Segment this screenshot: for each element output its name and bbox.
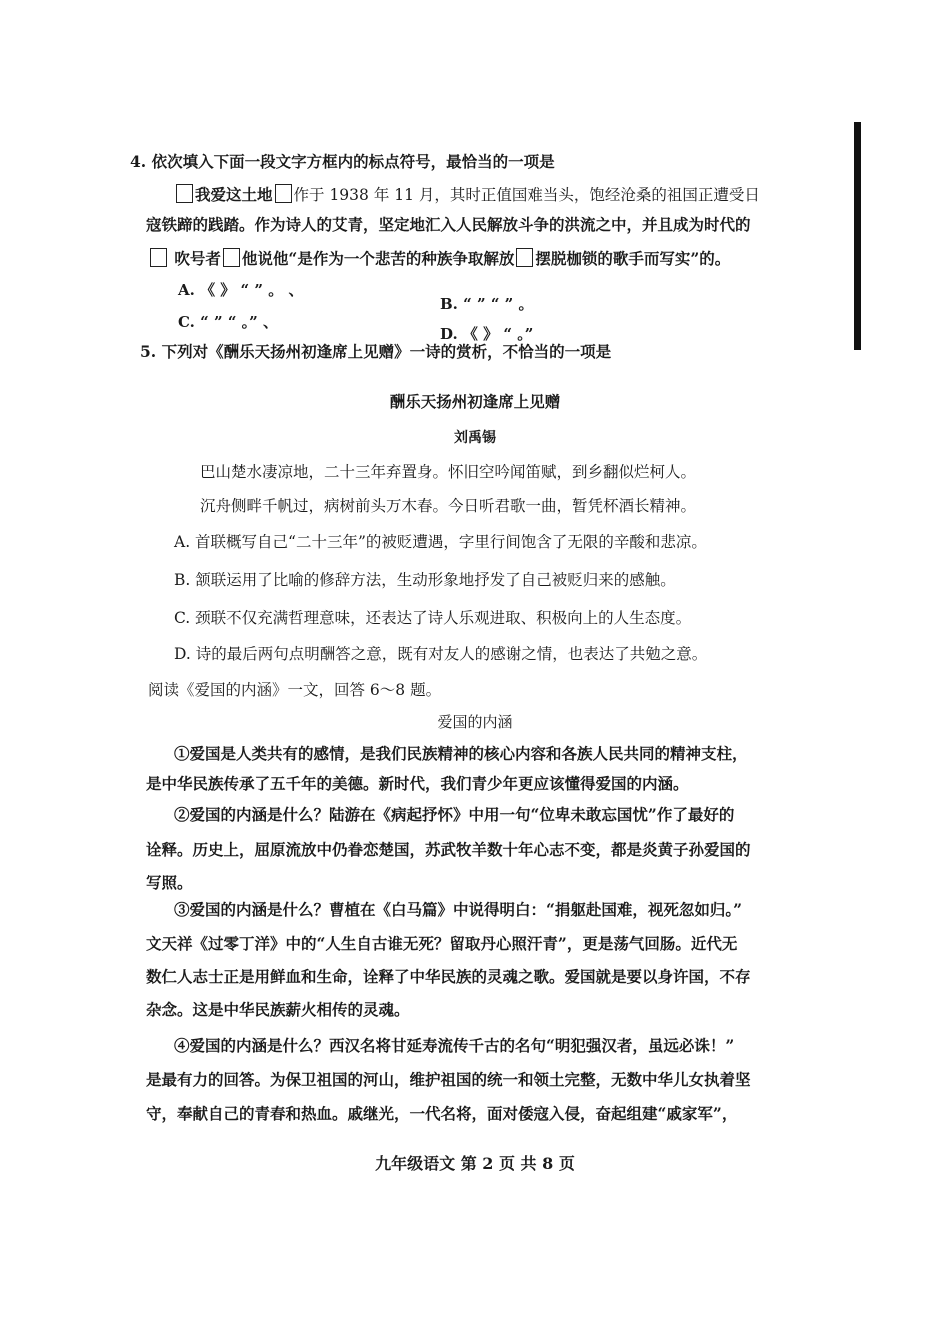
q4-line1 <box>174 184 760 205</box>
blank-box <box>275 184 292 203</box>
q4-option-c: C. “ ” “ 。” 、 <box>178 313 279 331</box>
q4-option-b: B. “ ” “ ” 。 <box>440 295 534 313</box>
q5-option-a: A. 首联概写自己“二十三年”的被贬遭遇，字里行间饱含了无限的辛酸和悲凉。 <box>174 533 707 551</box>
q4-stem-text: 依次填入下面一段文字方框内的标点符号，最恰当的一项是 <box>151 152 555 171</box>
p2-line2: 诠释。历史上，屈原流放中仍眷恋楚国，苏武牧羊数十年心志不变，都是炎黄子孙爱国的 <box>146 840 751 859</box>
poem-line-1: 巴山楚水凄凉地，二十三年弃置身。怀旧空吟闻笛赋，到乡翻似烂柯人。 <box>200 463 697 481</box>
p4-line1: ④爱国的内涵是什么？西汉名将甘延寿流传千古的名句“明犯强汉者，虽远必诛！” <box>174 1036 735 1055</box>
q4-number: 4. <box>130 152 147 171</box>
blank-box <box>516 248 533 267</box>
p3-line3: 数仁人志士正是用鲜血和生命，诠释了中华民族的灵魂之歌。爱国就是要以身许国，不存 <box>146 967 751 986</box>
blank-box <box>223 248 240 267</box>
p1-line2: 是中华民族传承了五千年的美德。新时代，我们青少年更应该懂得爱国的内涵。 <box>146 774 689 793</box>
q4-option-a: A. 《 》 “ ” 。 、 <box>178 281 304 299</box>
p4-line2: 是最有力的回答。为保卫祖国的河山，维护祖国的统一和领土完整，无数中华儿女执着坚 <box>146 1070 751 1089</box>
q5-stem-text: 下列对《酬乐天扬州初逢席上见赠》一诗的赏析，不恰当的一项是 <box>161 342 612 361</box>
passage-title: 爱国的内涵 <box>437 713 513 731</box>
q4-line1-b: 作于 1938 年 11 月，其时正值国难当头，饱经沧桑的祖国正遭受日 <box>293 186 760 204</box>
q5-number: 5. <box>140 342 157 361</box>
q4-line3-a: 吹号者 <box>174 249 221 268</box>
p3-line2: 文天祥《过零丁洋》中的“人生自古谁无死？留取丹心照汗青”，更是荡气回肠。近代无 <box>146 934 738 953</box>
p4-line3: 守，奉献自己的青春和热血。戚继光，一代名将，面对倭寇入侵，奋起组建“戚家军”， <box>146 1104 738 1123</box>
q4-option-d: D. 《 》 “ 。” <box>440 325 534 343</box>
p2-line1: ②爱国的内涵是什么？陆游在《病起抒怀》中用一句“位卑未敢忘国忧”作了最好的 <box>174 805 735 824</box>
page-footer: 九年级语文 第 2 页 共 8 页 <box>375 1154 575 1173</box>
p3-line4: 杂念。这是中华民族薪火相传的灵魂。 <box>146 1000 410 1019</box>
q4-line3-c: 摆脱枷锁的歌手而写实”的。 <box>535 249 731 268</box>
q4-line1-a: 我爱这土地 <box>195 185 273 204</box>
reading-intro: 阅读《爱国的内涵》一文，回答 6～8 题。 <box>148 681 442 699</box>
q5-option-c: C. 颈联不仅充满哲理意味，还表达了诗人乐观进取、积极向上的人生态度。 <box>174 609 692 627</box>
q5-option-b: B. 颔联运用了比喻的修辞方法，生动形象地抒发了自己被贬归来的感触。 <box>174 571 676 589</box>
q4-stem <box>130 152 555 172</box>
poem-title: 酬乐天扬州初逢席上见赠 <box>389 392 561 411</box>
q4-line3 <box>148 248 730 269</box>
poem-line-2: 沉舟侧畔千帆过，病树前头万木春。今日听君歌一曲，暂凭杯酒长精神。 <box>200 497 697 515</box>
blank-box <box>150 248 167 267</box>
scan-edge-mark <box>854 122 861 350</box>
p1-line1: ①爱国是人类共有的感情，是我们民族精神的核心内容和各族人民共同的精神支柱， <box>174 744 748 763</box>
poem-author: 刘禹锡 <box>454 430 496 446</box>
p2-line3: 写照。 <box>146 873 193 892</box>
blank-box <box>176 184 193 203</box>
q5-option-d: D. 诗的最后两句点明酬答之意，既有对友人的感谢之情，也表达了共勉之意。 <box>174 645 708 663</box>
p3-line1: ③爱国的内涵是什么？曹植在《白马篇》中说得明白：“捐躯赴国难，视死忽如归。” <box>174 900 743 919</box>
q5-stem <box>140 342 611 362</box>
q4-line2: 寇铁蹄的践踏。作为诗人的艾青，坚定地汇入人民解放斗争的洪流之中，并且成为时代的 <box>146 215 751 234</box>
q4-line3-b: 他说他“是作为一个悲苦的种族争取解放 <box>241 249 515 268</box>
